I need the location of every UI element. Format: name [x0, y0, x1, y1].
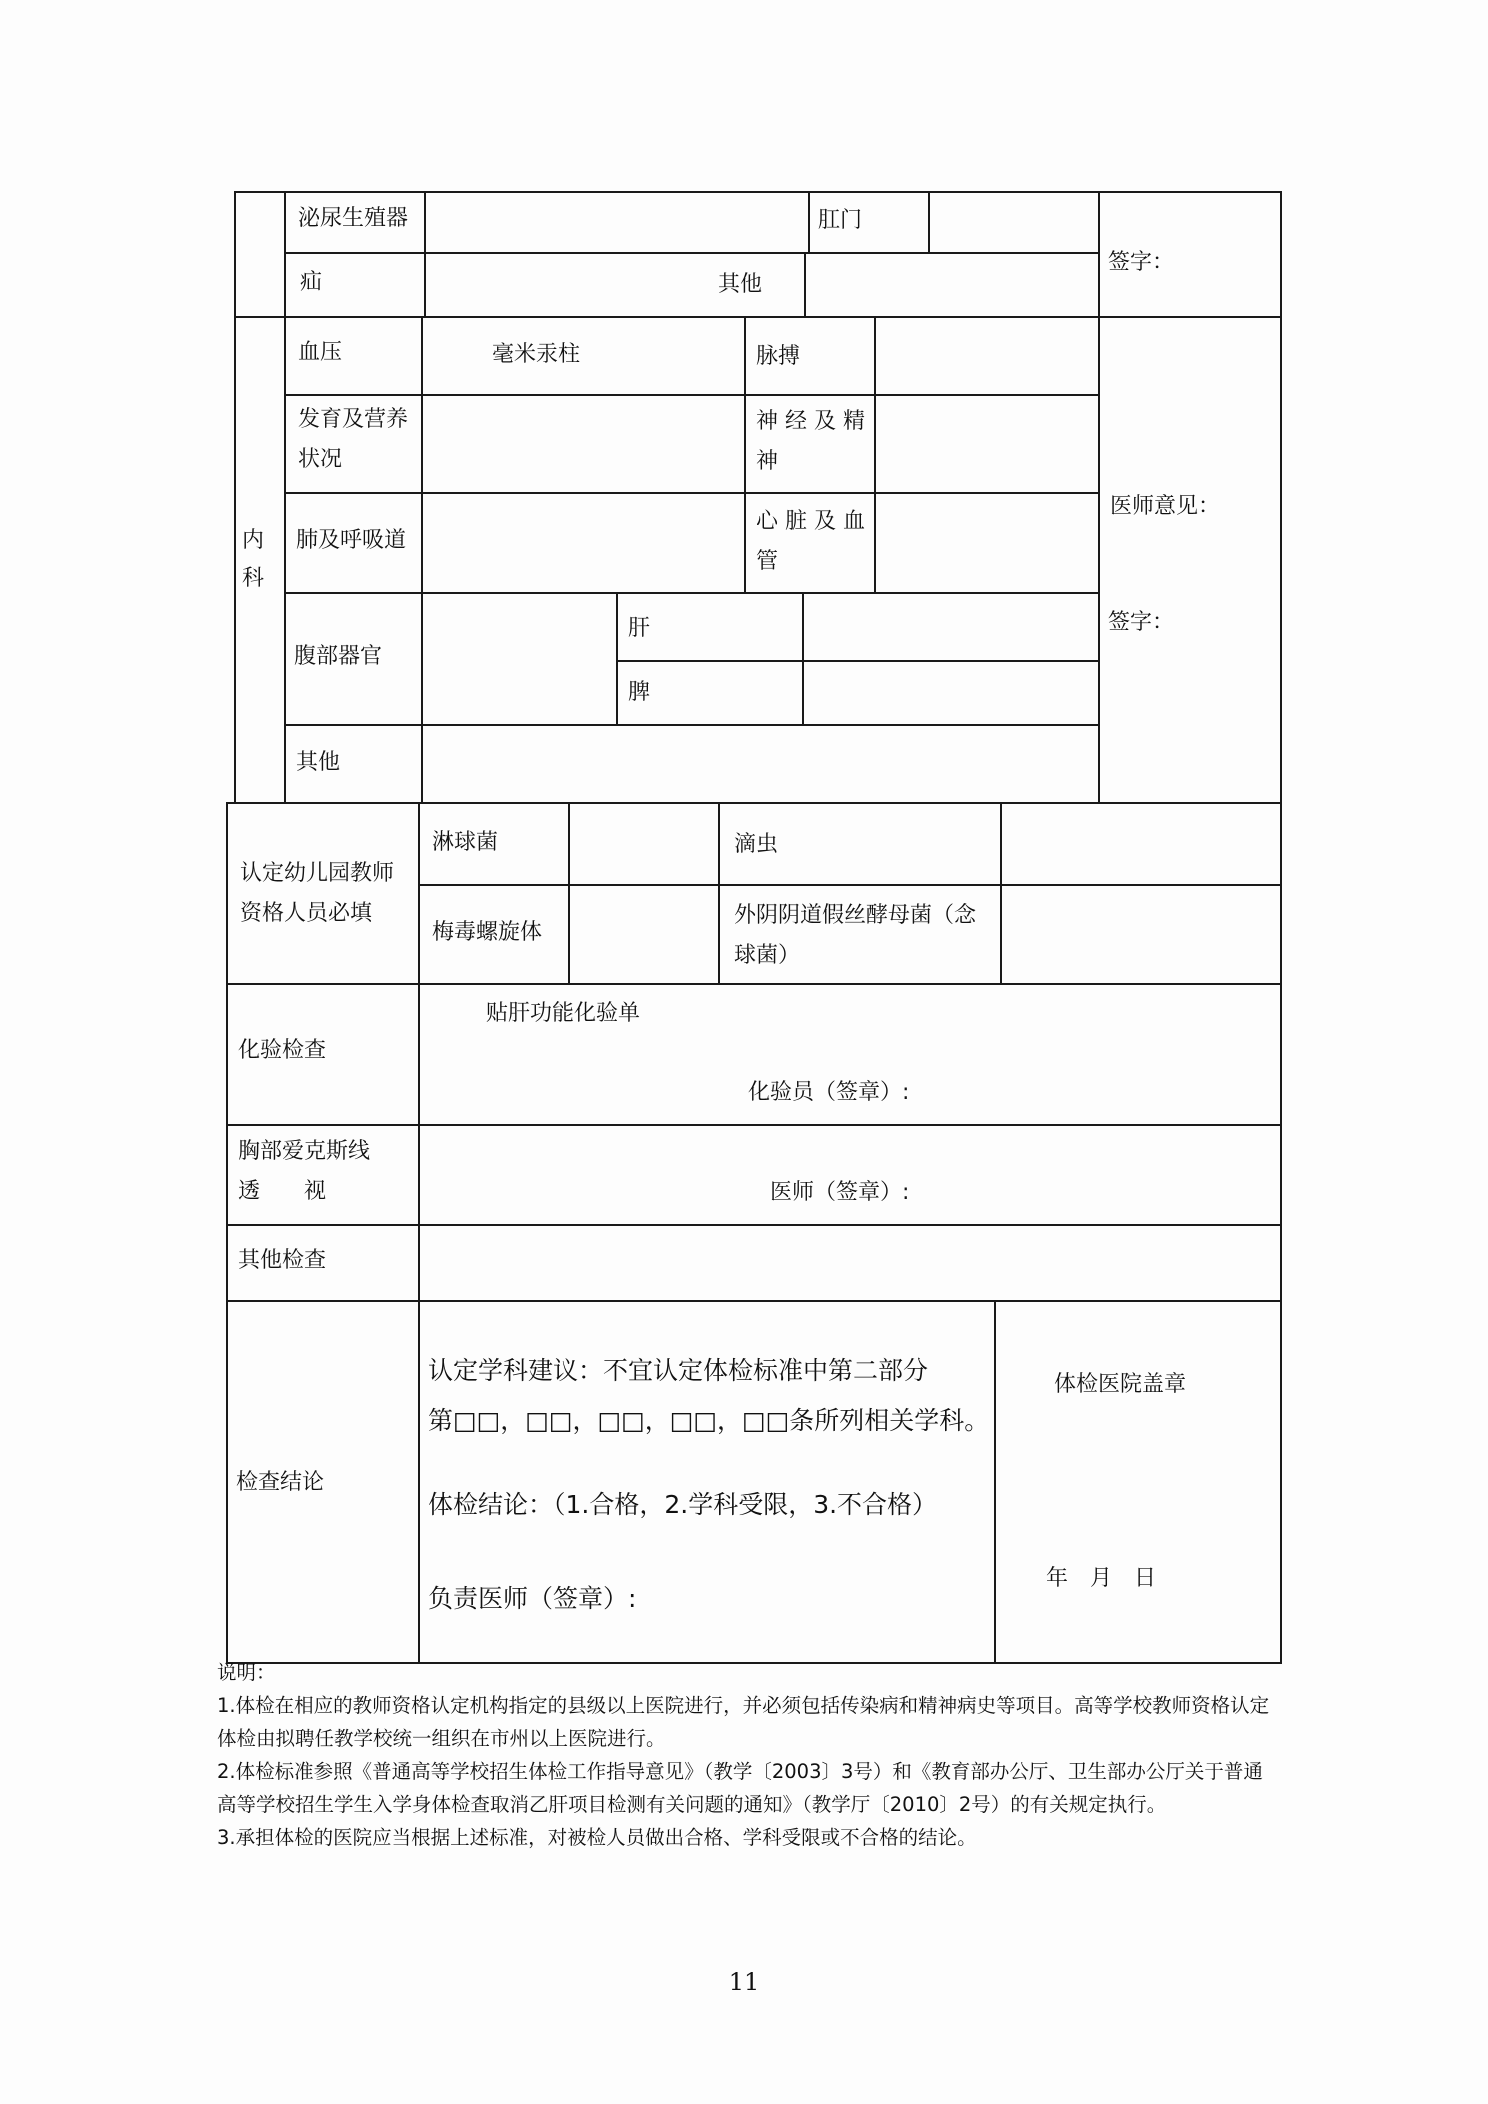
- exam-result: 体检结论：（1.合格，2.学科受限，3.不合格）: [428, 1490, 938, 1519]
- responsible-doctor: 负责医师（签章）:: [428, 1584, 637, 1613]
- internal-other-label: 其他: [296, 750, 341, 775]
- xray-label: 胸部爱克斯线 透 视: [238, 1139, 371, 1204]
- xray-signer: 医师（签章）:: [770, 1180, 910, 1205]
- lab-signer: 化验员（签章）:: [748, 1080, 910, 1105]
- doctor-opinion-label: 医师意见：: [1110, 494, 1221, 519]
- urogenital-label: 泌尿生殖器: [298, 206, 409, 231]
- note-2: 2.体检标准参照《普通高等学校招生体检工作指导意见》（教学〔2003〕3号）和《教育部办公厅、卫生部办公厅关于普通高等学校招生学生入学身体检查取消乙肝项目检测有关问题的通知》（教学厅〔2010〕2号）的有关规定执行。: [217, 1760, 1263, 1816]
- notes-section: [217, 1656, 1277, 1854]
- subject-suggestion: 认定学科建议：不宜认定体检标准中第二部分 第□□，□□，□□，□□，□□条所列相关学科。: [428, 1356, 990, 1435]
- other-exam-label: 其他检查: [238, 1248, 327, 1273]
- note-1: 1.体检在相应的教师资格认定机构指定的县级以上医院进行，并必须包括传染病和精神病史等项目。高等学校教师资格认定体检由拟聘任教学校统一组织在市州以上医院进行。: [217, 1694, 1270, 1750]
- signature-label-1: 签字：: [1108, 250, 1175, 275]
- gonococcus-label: 淋球菌: [432, 830, 499, 855]
- note-3: 3.承担体检的医院应当根据上述标准，对被检人员做出合格、学科受限或不合格的结论。: [217, 1826, 977, 1849]
- lab-exam-label: 化验检查: [238, 1038, 327, 1063]
- development-label: 发育及营养 状况: [298, 407, 409, 472]
- candida-label: 外阴阴道假丝酵母菌（念 球菌）: [734, 903, 977, 968]
- pulse-label: 脉搏: [756, 344, 801, 369]
- conclusion-label: 检查结论: [236, 1470, 325, 1495]
- internal-medicine-title-2: 科: [242, 566, 265, 591]
- other-label: 其他: [718, 272, 763, 297]
- syphilis-label: 梅毒螺旋体: [432, 920, 543, 945]
- lungs-label: 肺及呼吸道: [296, 528, 407, 553]
- kindergarten-label: 认定幼儿园教师 资格人员必填: [240, 861, 395, 926]
- anus-label: 肛门: [818, 208, 863, 233]
- page-number: 11: [728, 1968, 760, 1996]
- liver-label: 肝: [628, 616, 651, 641]
- lab-note: 贴肝功能化验单: [486, 1001, 641, 1026]
- blood-pressure-unit: 毫米汞柱: [492, 342, 581, 367]
- signature-label-2: 签字：: [1108, 610, 1175, 635]
- internal-medicine-title-1: 内: [242, 528, 265, 553]
- hemorrhoid-label: 疝: [300, 270, 323, 295]
- abdomen-label: 腹部器官: [294, 644, 383, 669]
- hospital-stamp-label: 体检医院盖章: [1054, 1372, 1187, 1397]
- trichomonas-label: 滴虫: [734, 832, 779, 857]
- nerve-label: 神 经 及 精 神: [756, 409, 865, 474]
- date-label: 年 月 日: [1046, 1566, 1157, 1591]
- spleen-label: 脾: [628, 680, 651, 705]
- heart-label: 心 脏 及 血 管: [756, 509, 865, 574]
- blood-pressure-label: 血压: [298, 340, 343, 365]
- notes-title: 说明：: [217, 1661, 276, 1684]
